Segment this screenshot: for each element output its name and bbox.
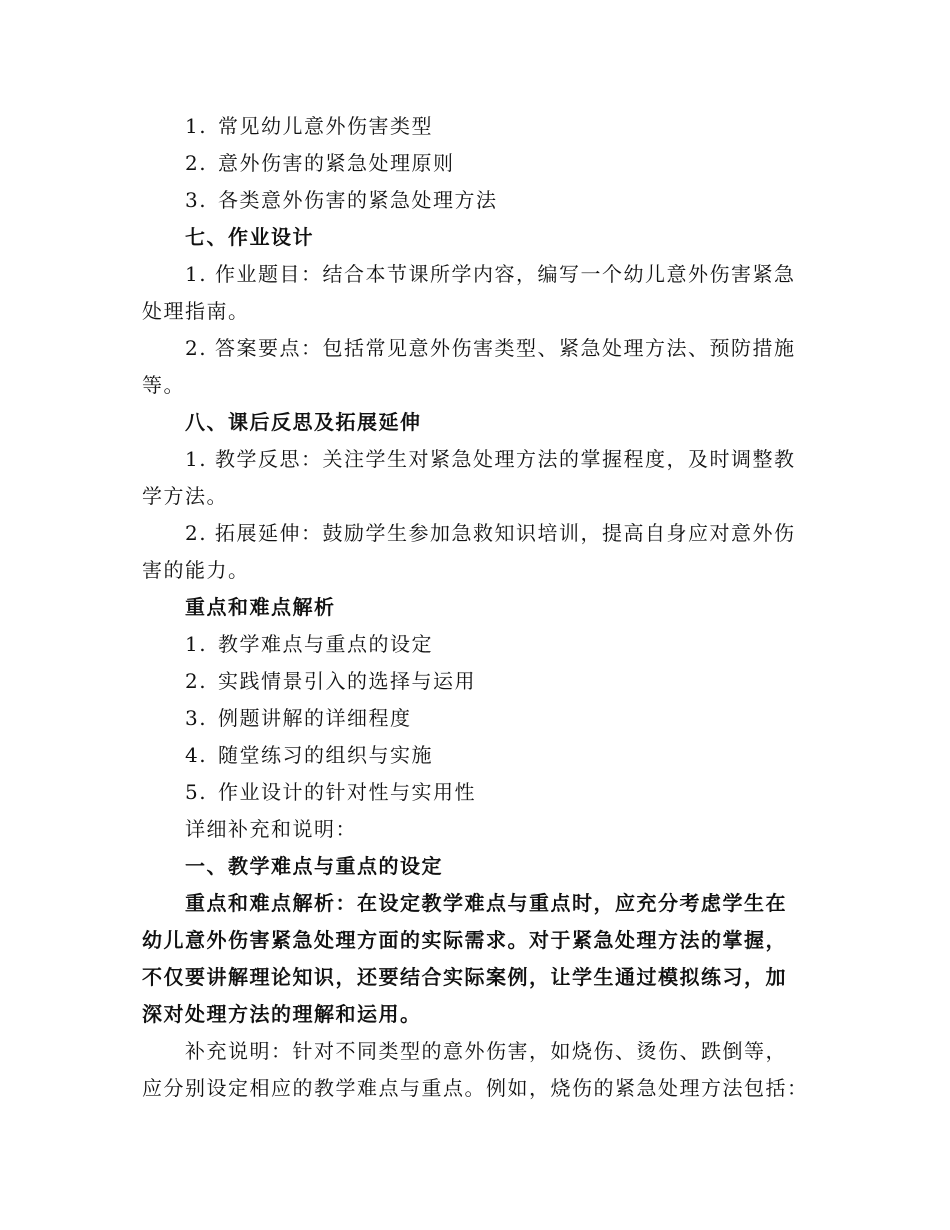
list-item: 3. 例题讲解的详细程度: [185, 706, 412, 730]
section-heading: 七、作业设计: [185, 225, 314, 249]
list-item: 2. 实践情景引入的选择与运用: [185, 669, 476, 693]
paragraph-line: 害的能力。: [142, 558, 250, 582]
paragraph-line: 深对处理方法的理解和运用。: [142, 1002, 422, 1026]
paragraph-line: 幼儿意外伤害紧急处理方面的实际需求。对于紧急处理方法的掌握，: [142, 928, 787, 952]
paragraph-line: 处理指南。: [142, 299, 250, 323]
paragraph-line: 重点和难点解析：在设定教学难点与重点时，应充分考虑学生在: [185, 891, 787, 915]
list-item: 1. 教学难点与重点的设定: [185, 632, 433, 656]
list-item: 1. 常见幼儿意外伤害类型: [185, 114, 433, 138]
paragraph-line: 详细补充和说明：: [185, 817, 357, 841]
paragraph-line: 不仅要讲解理论知识，还要结合实际案例，让学生通过模拟练习，加: [142, 965, 787, 989]
section-heading: 八、课后反思及拓展延伸: [185, 410, 422, 434]
paragraph-line: 1. 作业题目：结合本节课所学内容，编写一个幼儿意外伤害紧急: [185, 262, 796, 286]
paragraph-line: 2. 拓展延伸：鼓励学生参加急救知识培训，提高自身应对意外伤: [185, 521, 796, 545]
paragraph-line: 补充说明：针对不同类型的意外伤害，如烧伤、烫伤、跌倒等，: [185, 1039, 787, 1063]
section-heading: 重点和难点解析: [185, 595, 336, 619]
paragraph-line: 等。: [142, 373, 185, 397]
section-heading: 一、教学难点与重点的设定: [185, 854, 443, 878]
list-item: 3. 各类意外伤害的紧急处理方法: [185, 188, 498, 212]
paragraph-line: 学方法。: [142, 484, 228, 508]
list-item: 5. 作业设计的针对性与实用性: [185, 780, 476, 804]
paragraph-line: 1. 教学反思：关注学生对紧急处理方法的掌握程度，及时调整教: [185, 447, 796, 471]
paragraph-line: 应分别设定相应的教学难点与重点。例如，烧伤的紧急处理方法包括：: [142, 1076, 809, 1100]
document-page: [142, 108, 807, 1107]
list-item: 4. 随堂练习的组织与实施: [185, 743, 433, 767]
paragraph-line: 2. 答案要点：包括常见意外伤害类型、紧急处理方法、预防措施: [185, 336, 796, 360]
list-item: 2. 意外伤害的紧急处理原则: [185, 151, 455, 175]
